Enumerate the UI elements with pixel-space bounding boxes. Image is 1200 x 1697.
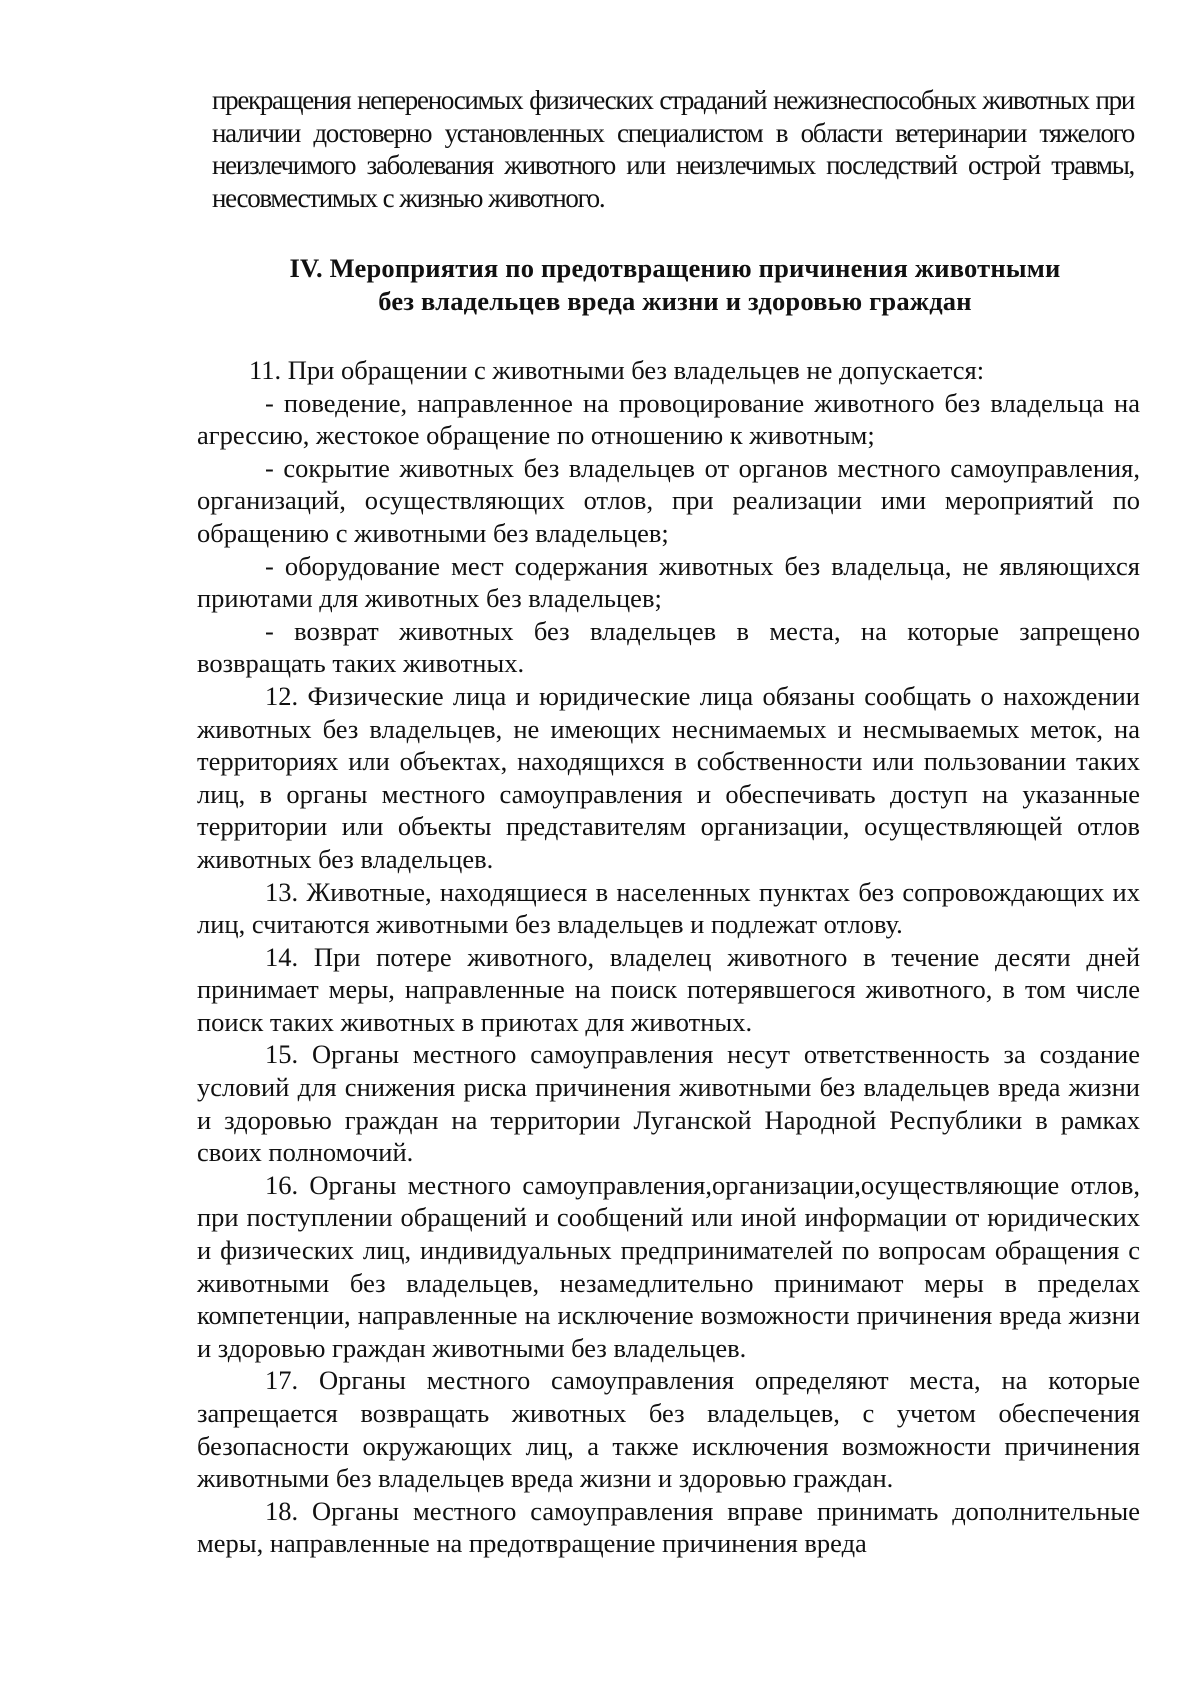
paragraph-14: 14. При потере животного, владелец животного в течение десяти дней принимает меры, направленные на поиск потерявшегося животного, в том числе поиск таких животных в приютах для животных.	[197, 941, 1140, 1037]
continuation-paragraph: прекращения непереносимых физических страданий нежизнеспособных животных при наличии достоверно установленных специалистом в области ветеринарии тяжелого неизлечимого заболевания животного или неизлечимых последствий острой травмы, несовместимых с жизнью животного.	[212, 85, 1134, 213]
paragraph-16: 16. Органы местного самоуправления,организации,осуществляющие отлов, при поступлении обращений и сообщений или иной информации от юридических и физических лиц, индивидуальных предпринимателей по вопросам обращения с животными без владельцев, незамедлительно принимают меры в пределах компетенции, направленные на исключение возможности причинения вреда жизни и здоровью граждан животными без владельцев.	[197, 1169, 1140, 1363]
section-title	[196, 252, 1154, 317]
section-title-line-1: IV. Мероприятия по предотвращению причинения животными	[289, 253, 1061, 283]
section-title-line-2: без владельцев вреда жизни и здоровью граждан	[378, 285, 972, 316]
paragraph-17: 17. Органы местного самоуправления определяют места, на которые запрещается возвращать животных без владельцев, с учетом обеспечения безопасности окружающих лиц, а также исключения возможности причинения животными без владельцев вреда жизни и здоровью граждан.	[197, 1365, 1140, 1494]
list-item-concealment: - сокрытие животных без владельцев от органов местного самоуправления, организаций, осуществляющих отлов, при реализации ими мероприятий по обращению с животными без владельцев;	[197, 452, 1140, 548]
paragraph-18: 18. Органы местного самоуправления вправе принимать дополнительные меры, направленные на предотвращение причинения вреда	[197, 1495, 1140, 1559]
list-item-provocation: - поведение, направленное на провоцирование животного без владельца на агрессию, жестокое обращение по отношению к животным;	[197, 387, 1140, 451]
paragraph-15: 15. Органы местного самоуправления несут ответственность за создание условий для снижения риска причинения животными без владельцев вреда жизни и здоровью граждан на территории Луганской Народной Республики в рамках своих полномочий.	[197, 1039, 1140, 1168]
paragraph-11: 11. При обращении с животными без владельцев не допускается:	[249, 355, 985, 385]
paragraph-12: 12. Физические лица и юридические лица обязаны сообщать о нахождении животных без владельцев, не имеющих неснимаемых и несмываемых меток, на территориях или объектах, находящихся в собственности или пользовании таких лиц, в органы местного самоуправления и обеспечивать доступ на указанные территории или объекты представителям организации, осуществляющей отлов животных без владельцев.	[197, 680, 1140, 874]
paragraph-13: 13. Животные, находящиеся в населенных пунктах без сопровождающих их лиц, считаются животными без владельцев и подлежат отлову.	[197, 876, 1140, 940]
list-item-equipment: - оборудование мест содержания животных без владельца, не являющихся приютами для животных без владельцев;	[197, 550, 1140, 614]
section-body	[197, 354, 1140, 1560]
list-item-return: - возврат животных без владельцев в места, на которые запрещено возвращать таких животных.	[197, 615, 1140, 679]
